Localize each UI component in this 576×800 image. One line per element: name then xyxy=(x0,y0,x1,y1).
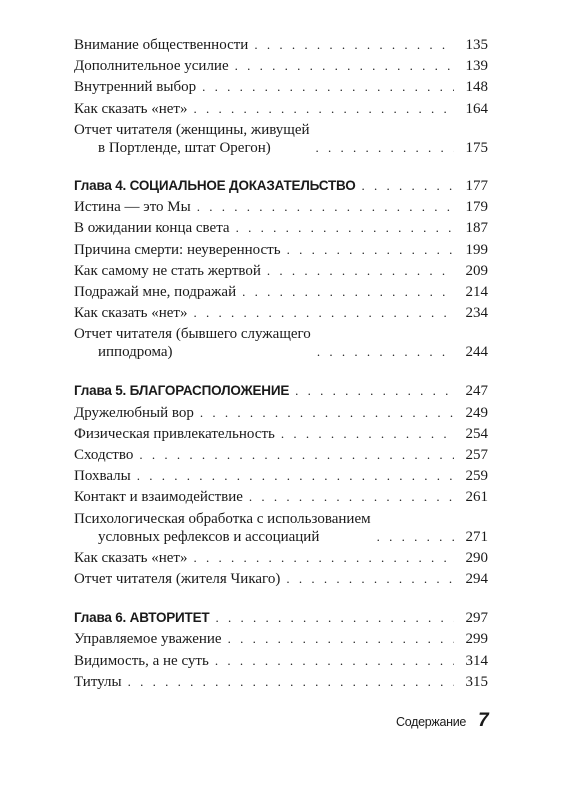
entry-title: Контакт и взаимодействие xyxy=(74,489,243,506)
entry-title: Как сказать «нет» xyxy=(74,549,188,566)
toc-entry xyxy=(74,325,488,361)
chapter-heading xyxy=(74,177,488,195)
entry-page: 139 xyxy=(465,58,488,75)
chapter-page: 177 xyxy=(465,177,488,194)
dot-leader xyxy=(193,304,454,322)
dot-leader xyxy=(202,78,454,96)
dot-leader xyxy=(287,241,454,259)
entry-title: Отчет читателя (жителя Чикаго) xyxy=(74,570,281,587)
entry-page: 259 xyxy=(465,468,488,485)
entry-page: 175 xyxy=(465,139,488,156)
toc-entry xyxy=(74,219,488,237)
dot-leader xyxy=(200,404,454,422)
entry-title: Видимость, а не суть xyxy=(74,652,209,669)
entry-page: 199 xyxy=(465,241,488,258)
toc-entry xyxy=(74,283,488,301)
entry-title: Подражай мне, подражай xyxy=(74,283,237,300)
entry-title: Истина — это Мы xyxy=(74,199,191,216)
toc-entry xyxy=(74,488,488,506)
entry-title-line1: Отчет читателя (женщины, живущей xyxy=(74,121,310,138)
chapter-title: Глава 6. АВТОРИТЕТ xyxy=(74,610,210,626)
dot-leader xyxy=(254,36,454,54)
dot-leader xyxy=(281,425,454,443)
toc-entry xyxy=(74,446,488,464)
toc-entry xyxy=(74,570,488,588)
entry-title xyxy=(74,325,311,361)
entry-page: 148 xyxy=(465,79,488,96)
entry-page: 135 xyxy=(465,37,488,53)
dot-leader xyxy=(193,549,454,567)
entry-title: Как самому не стать жертвой xyxy=(74,262,261,279)
entry-page: 164 xyxy=(465,100,488,117)
toc-entry xyxy=(74,652,488,670)
footer-section-label: Содержание xyxy=(396,715,467,729)
dot-leader xyxy=(249,488,454,506)
entry-page: 249 xyxy=(465,404,488,421)
entry-title: Внутренний выбор xyxy=(74,79,197,96)
entry-page: 214 xyxy=(465,283,488,300)
dot-leader xyxy=(215,609,454,627)
entry-title: Дружелюбный вор xyxy=(74,404,194,421)
entry-page: 187 xyxy=(465,220,488,237)
entry-page: 234 xyxy=(465,305,488,322)
chapter-page: 297 xyxy=(465,610,488,627)
entry-page: 271 xyxy=(465,528,488,545)
dot-leader xyxy=(377,528,454,546)
toc-entry xyxy=(74,304,488,322)
chapter-title: Глава 5. БЛАГОРАСПОЛОЖЕНИЕ xyxy=(74,383,290,399)
toc-entry xyxy=(74,467,488,485)
entry-page: 261 xyxy=(465,489,488,506)
entry-title-line1: Психологическая обработка с использованием xyxy=(74,510,371,527)
entry-page: 179 xyxy=(465,199,488,216)
entry-title-line2: в Портленде, штат Орегон) xyxy=(98,139,271,156)
toc-entry xyxy=(74,241,488,259)
entry-page: 299 xyxy=(465,631,488,648)
section-gap xyxy=(74,160,488,177)
entry-title: Как сказать «нет» xyxy=(74,100,188,117)
entry-page: 257 xyxy=(465,447,488,463)
entry-title: Сходство xyxy=(74,447,134,463)
dot-leader xyxy=(362,177,454,195)
entry-title: Дополнительное усилие xyxy=(74,58,229,75)
entry-title: Как сказать «нет» xyxy=(74,305,188,322)
toc-entry xyxy=(74,121,488,157)
entry-title-line1: Отчет читателя (бывшего служащего xyxy=(74,326,311,343)
toc-entry xyxy=(74,404,488,422)
dot-leader xyxy=(295,382,454,400)
entry-title: Внимание общественности xyxy=(74,37,249,53)
section-gap xyxy=(74,364,488,382)
toc-entry xyxy=(74,510,488,546)
dot-leader xyxy=(137,467,454,485)
toc-entry xyxy=(74,78,488,96)
page-number: 7 xyxy=(478,710,489,731)
dot-leader xyxy=(228,630,454,648)
dot-leader xyxy=(128,673,454,691)
toc-entry xyxy=(74,100,488,118)
dot-leader xyxy=(286,570,454,588)
chapter-title: Глава 4. СОЦИАЛЬНОЕ ДОКАЗАТЕЛЬСТВО xyxy=(74,177,356,193)
chapter-page: 247 xyxy=(465,383,488,400)
entry-page: 244 xyxy=(465,344,488,361)
entry-title: Управляемое уважение xyxy=(74,631,222,648)
entry-title-line2: условных рефлексов и ассоциаций xyxy=(98,528,320,545)
toc-entry xyxy=(74,262,488,280)
dot-leader xyxy=(242,283,454,301)
dot-leader xyxy=(215,652,454,670)
entry-page: 290 xyxy=(465,549,488,566)
entry-title xyxy=(74,121,310,157)
toc-entry xyxy=(74,36,488,54)
entry-title: Титулы xyxy=(74,673,122,690)
entry-title: Физическая привлекательность xyxy=(74,425,275,442)
toc-entry xyxy=(74,630,488,648)
entry-page: 294 xyxy=(465,570,488,587)
page-footer xyxy=(396,710,489,732)
toc-entry xyxy=(74,425,488,443)
dot-leader xyxy=(235,57,454,75)
toc-entry xyxy=(74,198,488,216)
toc-entry xyxy=(74,549,488,567)
toc-entry xyxy=(74,57,488,75)
dot-leader xyxy=(193,100,454,118)
entry-page: 209 xyxy=(465,262,488,279)
entry-title-line2: ипподрома) xyxy=(98,344,173,361)
entry-page: 254 xyxy=(465,425,488,442)
table-of-contents xyxy=(74,36,488,694)
chapter-heading xyxy=(74,382,488,400)
entry-title xyxy=(74,510,371,546)
entry-title: Похвалы xyxy=(74,468,131,485)
entry-title: Причина смерти: неуверенность xyxy=(74,241,281,258)
dot-leader xyxy=(267,262,454,280)
entry-title: В ожидании конца света xyxy=(74,220,230,237)
dot-leader xyxy=(317,343,454,361)
dot-leader xyxy=(139,446,454,464)
dot-leader xyxy=(316,139,454,157)
dot-leader xyxy=(236,219,454,237)
toc-entry xyxy=(74,673,488,691)
entry-page: 315 xyxy=(465,673,488,690)
chapter-heading xyxy=(74,609,488,627)
dot-leader xyxy=(197,198,454,216)
section-gap xyxy=(74,591,488,609)
entry-page: 314 xyxy=(465,652,488,669)
